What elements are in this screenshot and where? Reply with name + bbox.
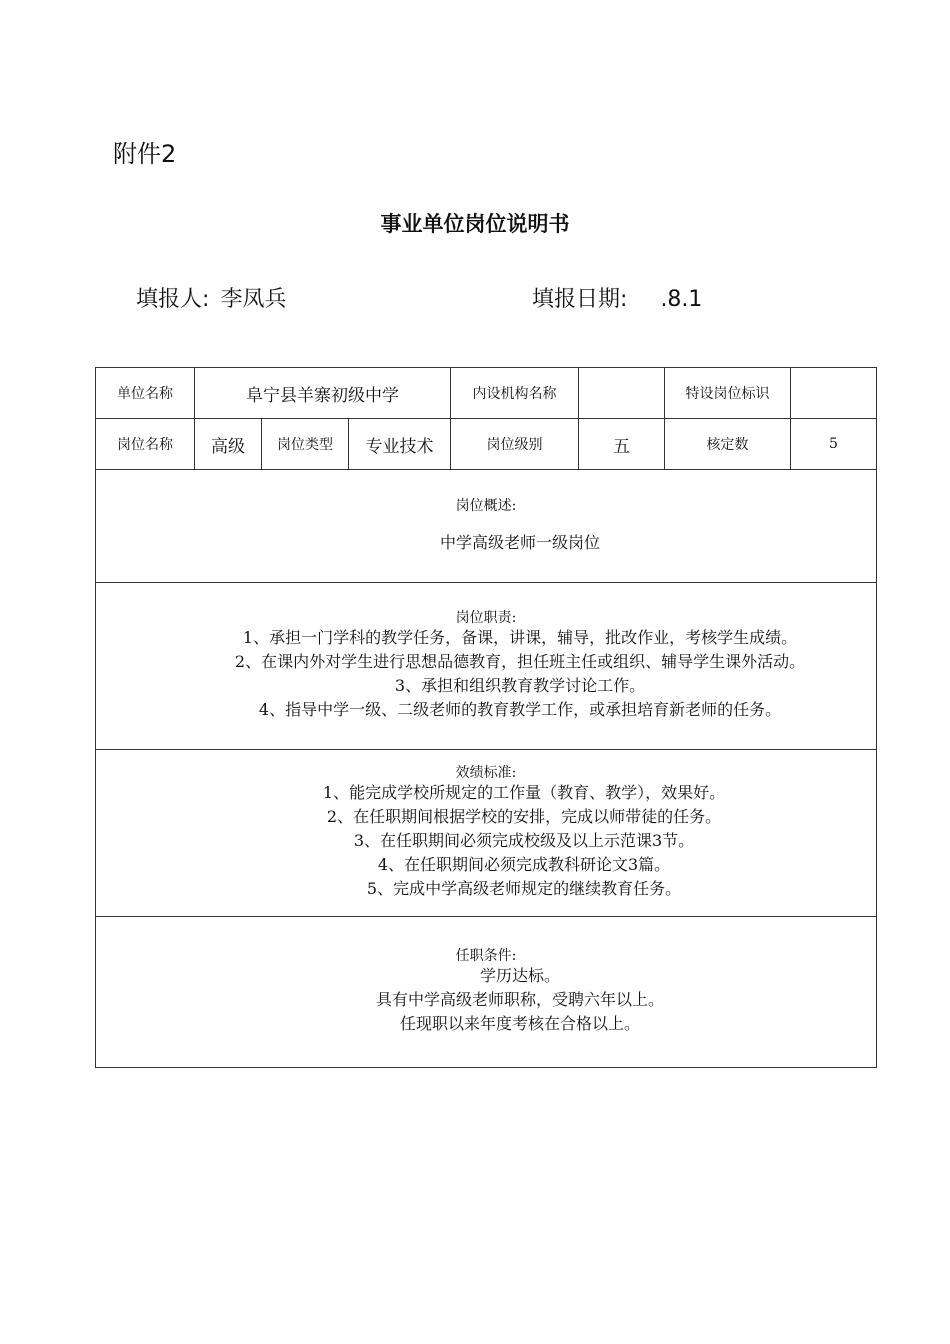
row-unit-info	[96, 368, 877, 419]
filler-name: 李凤兵	[220, 287, 287, 312]
post-level-label: 岗位级别	[451, 419, 579, 470]
duty-item: 2、在课内外对学生进行思想品德教育，担任班主任或组织、辅导学生课外活动。	[234, 652, 806, 671]
quota-value: 5	[791, 419, 877, 470]
fill-date-label: 填报日期	[532, 287, 621, 312]
special-post-value	[791, 368, 877, 419]
overview-section	[96, 470, 877, 583]
row-qualifications	[96, 917, 877, 1068]
row-duties	[96, 583, 877, 750]
qualification-item: 学历达标。	[480, 966, 561, 985]
performance-item: 2、在任职期间根据学校的安排，完成以师带徒的任务。	[326, 807, 722, 826]
duty-item: 1、承担一门学科的教学任务，备课，讲课，辅导，批改作业，考核学生成绩。	[242, 628, 798, 647]
post-type-label: 岗位类型	[262, 419, 349, 470]
inner-org-value	[579, 368, 665, 419]
unit-name-value: 阜宁县羊寨初级中学	[195, 368, 451, 419]
position-description-table	[95, 367, 877, 1068]
attachment-label: 附件2	[113, 140, 177, 168]
inner-org-label: 内设机构名称	[451, 368, 579, 419]
row-performance	[96, 750, 877, 917]
filler-colon: :	[202, 287, 210, 312]
performance-section	[96, 750, 877, 917]
overview-heading: 岗位概述:	[455, 497, 517, 514]
performance-item: 4、在任职期间必须完成教科研论文3篇。	[377, 855, 671, 874]
duty-item: 4、指导中学一级、二级老师的教育教学工作，或承担培育新老师的任务。	[258, 700, 782, 719]
quota-label: 核定数	[665, 419, 791, 470]
performance-item: 3、在任职期间必须完成校级及以上示范课3节。	[353, 831, 695, 850]
performance-heading: 效绩标准:	[455, 765, 517, 781]
qualifications-heading: 任职条件:	[455, 948, 517, 964]
qualification-item: 任现职以来年度考核在合格以上。	[400, 1014, 641, 1033]
row-post-info	[96, 419, 877, 470]
fill-date-colon: :	[620, 287, 628, 312]
qualification-item: 具有中学高级老师职称，受聘六年以上。	[376, 990, 665, 1009]
duties-section	[96, 583, 877, 750]
filler-label: 填报人	[136, 287, 203, 312]
row-overview	[96, 470, 877, 583]
post-type-value: 专业技术	[349, 419, 451, 470]
special-post-label: 特设岗位标识	[665, 368, 791, 419]
filler-line	[136, 282, 286, 313]
fill-date-value: .8.1	[660, 287, 703, 312]
duties-heading: 岗位职责:	[455, 610, 517, 626]
performance-item: 5、完成中学高级老师规定的继续教育任务。	[366, 879, 682, 898]
post-name-label: 岗位名称	[96, 419, 195, 470]
performance-item: 1、能完成学校所规定的工作量（教育、教学），效果好。	[322, 783, 726, 802]
post-level-value: 五	[579, 419, 665, 470]
post-name-value: 高级	[195, 419, 262, 470]
document-title: 事业单位岗位说明书	[380, 212, 570, 236]
fill-date-line	[532, 282, 702, 313]
overview-text: 中学高级老师一级岗位	[440, 532, 601, 552]
duty-item: 3、承担和组织教育教学讨论工作。	[394, 676, 646, 695]
unit-name-label: 单位名称	[96, 368, 195, 419]
qualifications-section	[96, 917, 877, 1068]
